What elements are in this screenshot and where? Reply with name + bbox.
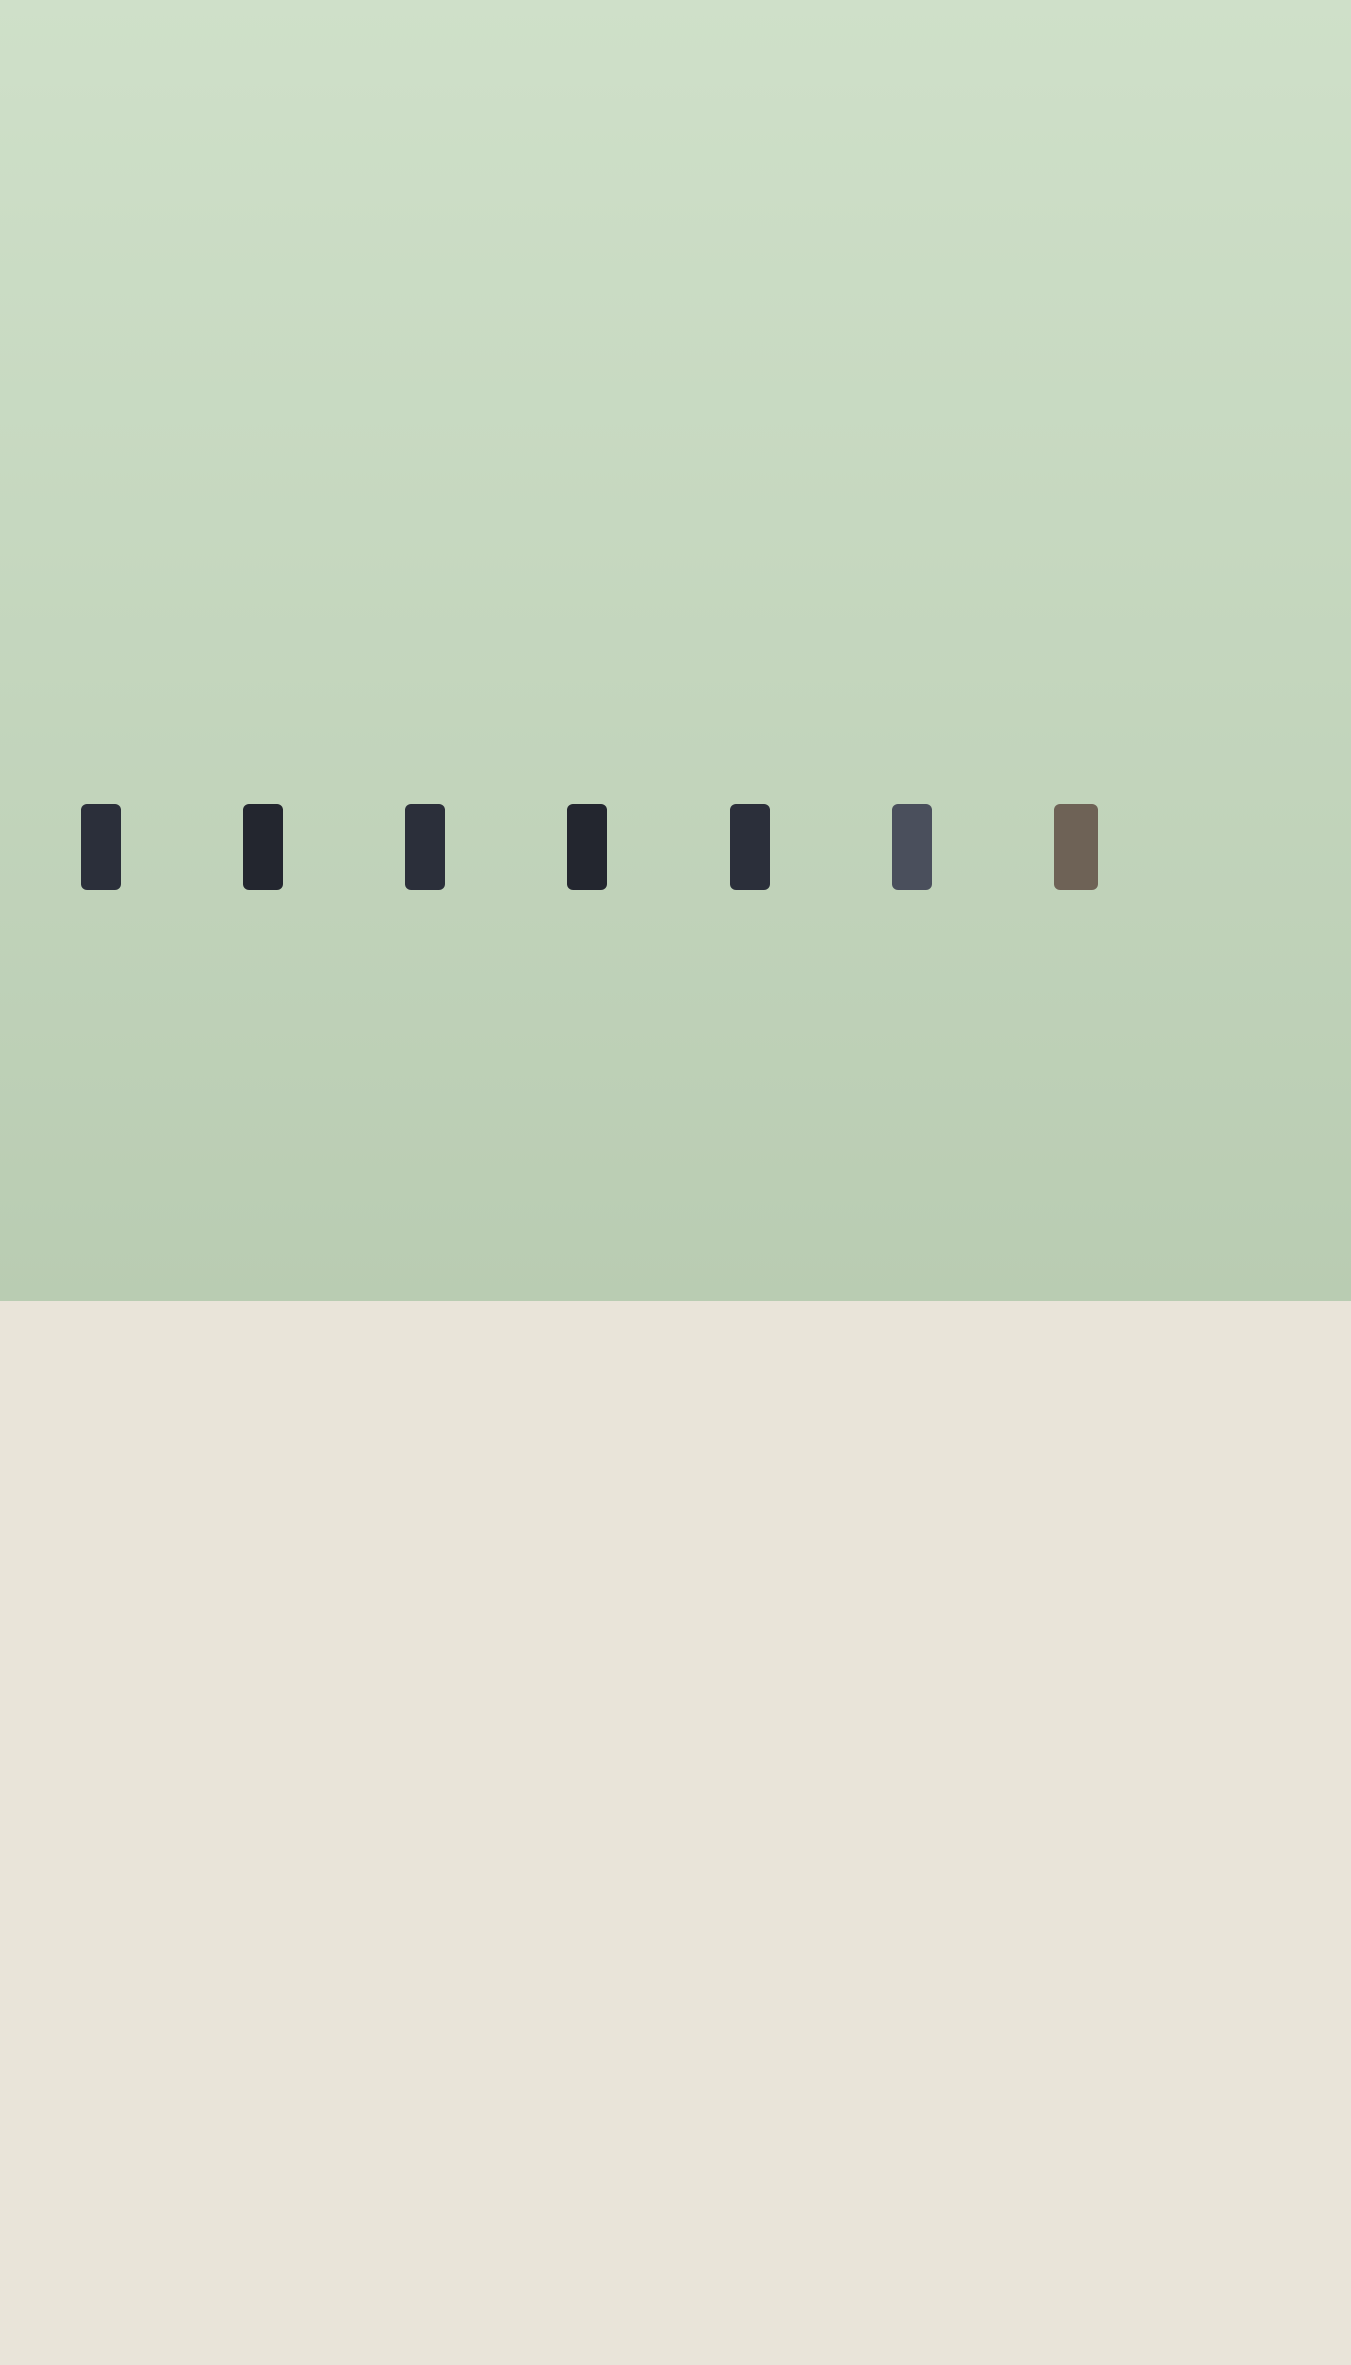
unido-right xyxy=(609,1499,1311,1739)
unido-body xyxy=(388,1499,1311,1739)
articles-column xyxy=(388,806,1311,1816)
lower-section xyxy=(40,806,1311,1816)
unido-photo xyxy=(609,1499,1311,1689)
